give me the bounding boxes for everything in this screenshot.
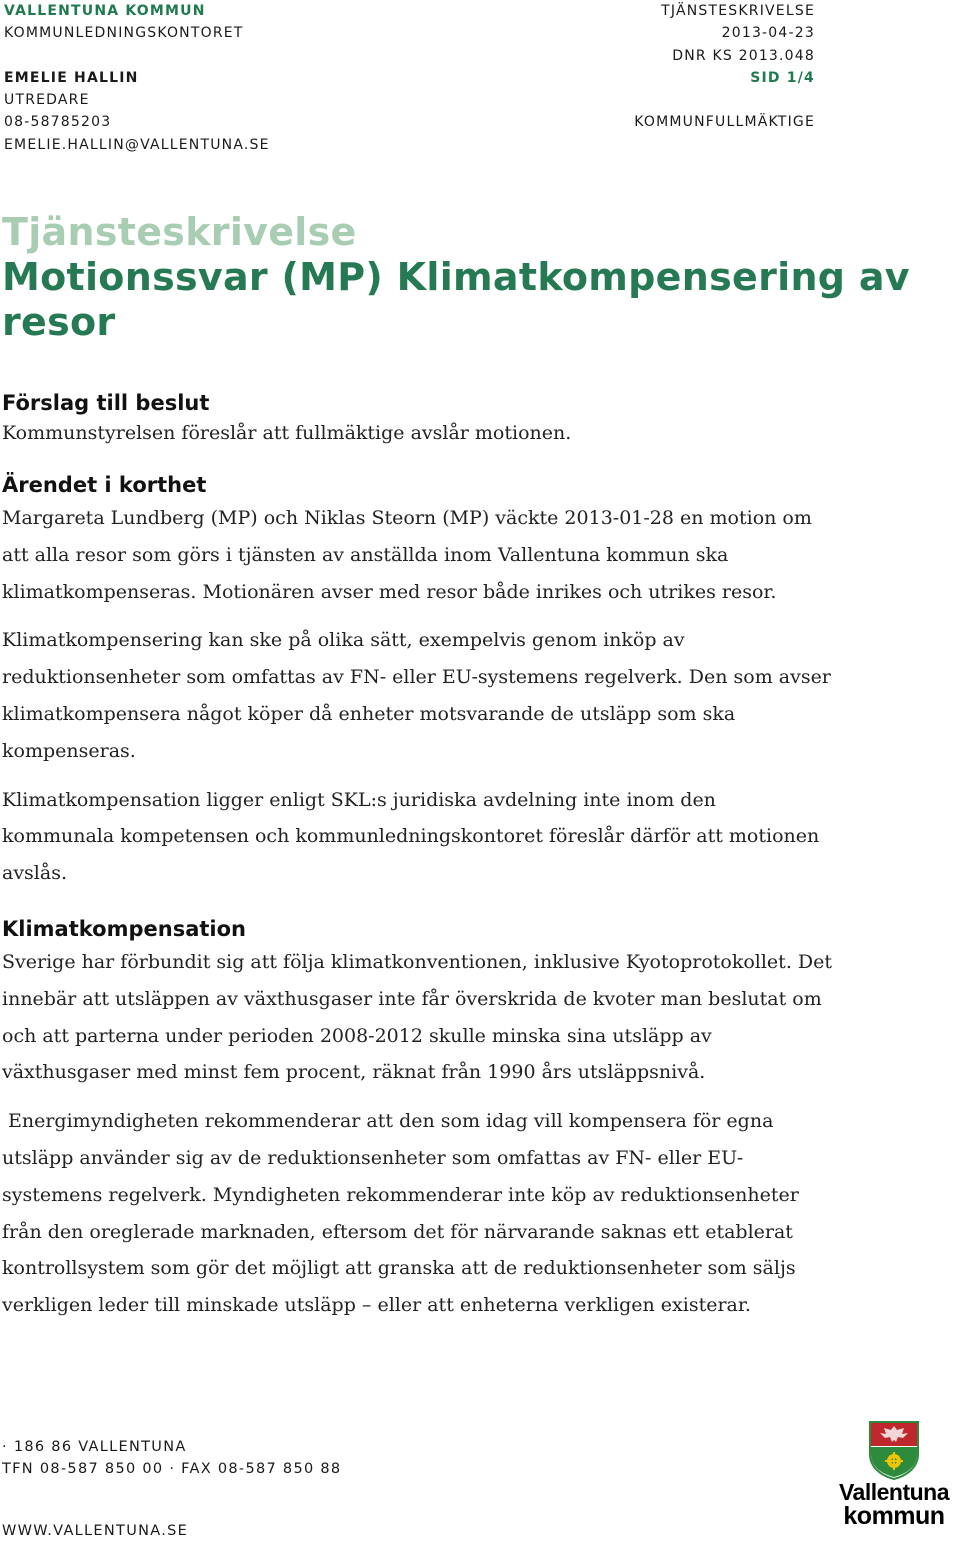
paragraph: Klimatkompensation ligger enligt SKL:s juridiska avdelning inte inom den kommunala kompetensen och kommunledningskontoret föreslår därför att motionen avslås.: [2, 788, 820, 885]
footer-phones: TFN 08-587 850 00 · FAX 08-587 850 88: [2, 1461, 342, 1477]
section-forslag: [2, 388, 832, 448]
footer-website-link[interactable]: WWW.VALLENTUNA.SE: [2, 1523, 189, 1539]
vallentuna-logo: [830, 1420, 958, 1538]
section-arendet: [2, 470, 832, 892]
paragraph: Klimatkompensering kan ske på olika sätt, exempelvis genom inköp av reduktionsenheter som omfattas av FN- eller EU-systemens regelverk. Den som avser klimatkompensera något köper då enheter motsvarande de utsläpp som ska kompenseras.: [2, 629, 831, 762]
recipient: KOMMUNFULLMÄKTIGE: [634, 114, 815, 131]
title-doc-type: Tjänsteskrivelse: [2, 210, 357, 254]
logo-line-1: Vallentuna: [838, 1479, 950, 1505]
org-name: VALLENTUNA KOMMUN: [4, 3, 206, 19]
doc-date: 2013-04-23: [721, 25, 815, 42]
letterhead-left: [4, 0, 270, 156]
section-heading: Klimatkompensation: [2, 916, 246, 941]
paragraph: Energimyndigheten rekommenderar att den som idag vill kompensera för egna utsläpp använder sig av de reduktionsenheter som omfattas av FN- eller EU-systemens regelverk. Myndigheten rekommenderar inte köp av reduktionsenheter från den oreglerade marknaden, eftersom det för närvarande saknas ett etablerat kontrollsystem som gör det möjligt att granska att de reduktionsenheter som säljs verkligen leder till minskade utsläpp – eller att enheterna verkligen existerar.: [2, 1110, 799, 1317]
document-title: [2, 210, 942, 345]
coat-of-arms-icon: [868, 1420, 920, 1480]
paragraph: Sverige har förbundit sig att följa klimatkonventionen, inklusive Kyotoprotokollet. Det innebär att utsläppen av växthusgaser inte får överskrida de kvoter man beslutat om och att parterna under perioden 2008-2012 skulle minska sina utsläpp av växthusgaser med minst fem procent, räknat från 1990 års utsläppsnivå.: [2, 950, 833, 1084]
footer-address: · 186 86 VALLENTUNA: [2, 1439, 187, 1455]
logo-wordmark: [830, 1480, 958, 1528]
doc-dnr: DNR KS 2013.048: [672, 47, 815, 64]
page-number: SID 1/4: [750, 69, 815, 86]
section-heading: Förslag till beslut: [2, 391, 210, 415]
footer: [2, 1436, 341, 1542]
paragraph: Kommunstyrelsen föreslår att fullmäktige avslår motionen.: [2, 422, 572, 444]
letterhead-right: [634, 0, 815, 134]
author-phone: 08-58785203: [4, 114, 112, 131]
author-role: UTREDARE: [4, 92, 90, 109]
section-klimat: [2, 914, 832, 1324]
office-name: KOMMUNLEDNINGSKONTORET: [4, 25, 244, 42]
title-main: Motionssvar (MP) Klimatkompensering av resor: [2, 255, 910, 344]
doc-type: TJÄNSTESKRIVELSE: [661, 3, 815, 19]
paragraph: Margareta Lundberg (MP) och Niklas Steorn (MP) väckte 2013-01-28 en motion om att alla resor som görs i tjänsten av anställda inom Vallentuna kommun ska klimatkompenseras. Motionären avser med resor både inrikes och utrikes resor.: [2, 507, 812, 603]
author-email[interactable]: EMELIE.HALLIN@VALLENTUNA.SE: [4, 136, 270, 153]
section-heading: Ärendet i korthet: [2, 473, 207, 497]
document-body: [2, 388, 832, 1346]
author-name: EMELIE HALLIN: [4, 69, 139, 86]
logo-line-2: kommun: [843, 1502, 945, 1530]
